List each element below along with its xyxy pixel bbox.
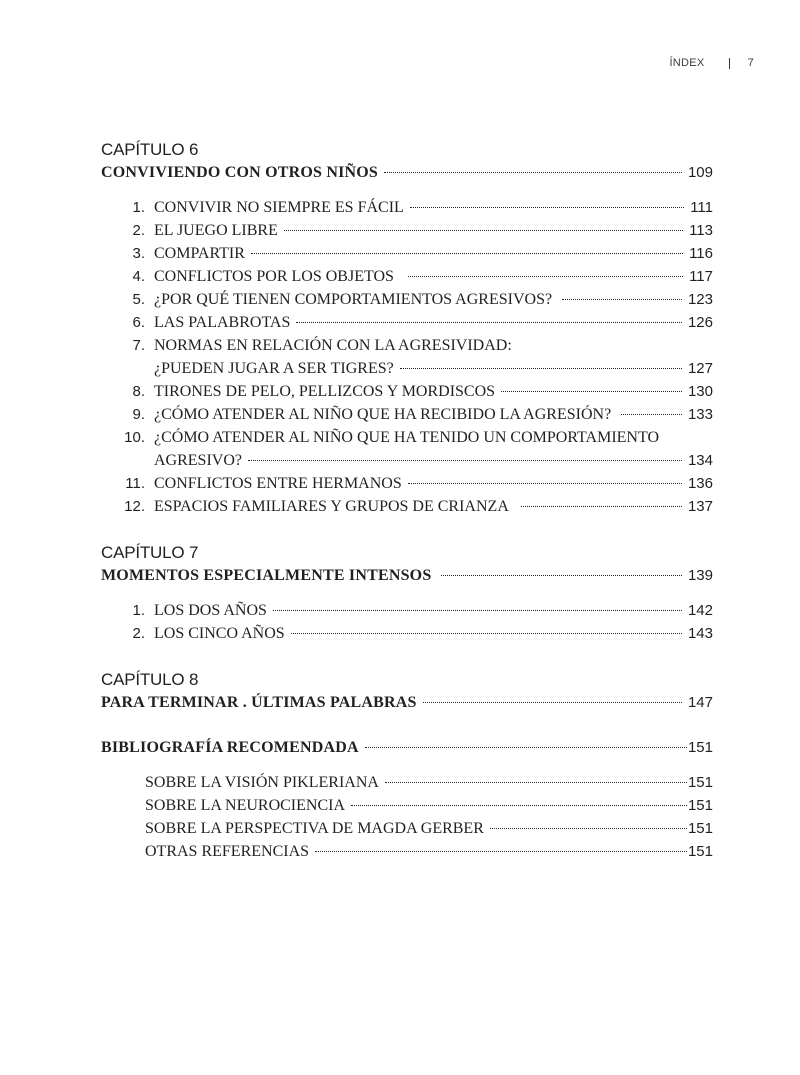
dot-leader — [384, 172, 682, 173]
page-ref: 137 — [687, 498, 713, 515]
toc-entry[interactable] — [101, 334, 713, 357]
page-ref: 113 — [689, 222, 713, 239]
dot-leader — [385, 782, 687, 783]
entry-title: LOS DOS AÑOS — [154, 602, 267, 619]
entry-title: SOBRE LA PERSPECTIVA DE MAGDA GERBER — [145, 820, 484, 837]
page-ref: 139 — [687, 567, 713, 584]
toc-entry[interactable] — [101, 288, 713, 311]
entry-number: 1. — [132, 199, 145, 216]
toc-entry[interactable] — [101, 495, 713, 518]
entry-title-continuation: AGRESIVO? — [154, 452, 242, 469]
entry-title: LAS PALABROTAS — [154, 314, 291, 331]
page-ref: 151 — [687, 797, 713, 814]
entry-title: SOBRE LA VISIÓN PIKLERIANA — [145, 774, 379, 791]
entry-number: 7. — [132, 337, 145, 354]
dot-leader — [291, 633, 682, 634]
entry-title: CONFLICTOS POR LOS OBJETOS — [154, 268, 394, 285]
entry-title: LOS CINCO AÑOS — [154, 625, 285, 642]
page-ref: 151 — [687, 774, 713, 791]
dot-leader — [251, 253, 683, 254]
entry-title: NORMAS EN RELACIÓN CON LA AGRESIVIDAD: — [154, 337, 512, 354]
entry-number: 1. — [132, 602, 145, 619]
chapter-label: CAPÍTULO 7 — [101, 543, 199, 562]
entry-title: COMPARTIR — [154, 245, 245, 262]
dot-leader — [441, 575, 682, 576]
entry-number: 6. — [132, 314, 145, 331]
toc-entry-continuation[interactable] — [101, 449, 713, 472]
entry-title: CONFLICTOS ENTRE HERMANOS — [154, 475, 402, 492]
entry-number: 11. — [125, 475, 145, 492]
running-head-divider — [729, 58, 730, 69]
toc-entry[interactable] — [101, 265, 713, 288]
entry-number: 10. — [124, 429, 145, 446]
dot-leader — [621, 414, 682, 415]
toc-entry[interactable] — [101, 380, 713, 403]
toc-entry[interactable] — [101, 426, 713, 449]
toc-entry[interactable] — [101, 403, 713, 426]
toc-entry[interactable] — [101, 242, 713, 265]
entry-title: EL JUEGO LIBRE — [154, 222, 278, 239]
page-ref: 116 — [689, 245, 713, 262]
dot-leader — [490, 828, 687, 829]
toc-entry[interactable] — [101, 219, 713, 242]
page-ref: 133 — [687, 406, 713, 423]
toc-entry[interactable] — [101, 311, 713, 334]
dot-leader — [501, 391, 682, 392]
dot-leader — [408, 276, 683, 277]
dot-leader — [365, 747, 687, 748]
page-ref: 134 — [687, 452, 713, 469]
entry-number: 2. — [132, 625, 145, 642]
entry-number: 3. — [132, 245, 145, 262]
toc-entry[interactable] — [101, 771, 713, 794]
toc-entry[interactable] — [101, 840, 713, 863]
toc-chapter-entry[interactable] — [101, 691, 713, 714]
chapter-title: MOMENTOS ESPECIALMENTE INTENSOS — [101, 567, 432, 584]
entry-number: 8. — [132, 383, 145, 400]
bibliography-title: BIBLIOGRAFÍA RECOMENDADA — [101, 739, 359, 756]
page-ref: 151 — [687, 820, 713, 837]
page-ref: 147 — [687, 694, 713, 711]
toc-chapter-entry[interactable] — [101, 161, 713, 184]
toc-entry[interactable] — [101, 622, 713, 645]
toc-chapter-entry[interactable] — [101, 564, 713, 587]
toc-entry[interactable] — [101, 196, 713, 219]
dot-leader — [408, 483, 682, 484]
entry-title-continuation: ¿PUEDEN JUGAR A SER TIGRES? — [154, 360, 394, 377]
entry-title: OTRAS REFERENCIAS — [145, 843, 310, 860]
entry-title: TIRONES DE PELO, PELLIZCOS Y MORDISCOS — [154, 383, 496, 400]
entry-number: 4. — [132, 268, 145, 285]
page-ref: 127 — [687, 360, 713, 377]
dot-leader — [248, 460, 682, 461]
toc-entry[interactable] — [101, 472, 713, 495]
page-ref: 151 — [687, 739, 713, 756]
dot-leader — [351, 805, 687, 806]
entry-number: 9. — [132, 406, 145, 423]
dot-leader — [284, 230, 683, 231]
entry-title: ¿CÓMO ATENDER AL NIÑO QUE HA TENIDO UN COMPORTAMIENTO — [154, 429, 660, 446]
dot-leader — [296, 322, 682, 323]
dot-leader — [521, 506, 682, 507]
entry-number: 12. — [124, 498, 145, 515]
page-ref: 130 — [687, 383, 713, 400]
chapter-title: CONVIVIENDO CON OTROS NIÑOS — [101, 164, 378, 181]
dot-leader — [423, 702, 682, 703]
dot-leader — [315, 851, 687, 852]
dot-leader — [562, 299, 682, 300]
page-ref: 126 — [687, 314, 713, 331]
entry-title: ¿CÓMO ATENDER AL NIÑO QUE HA RECIBIDO LA AGRESIÓN? — [154, 406, 612, 423]
entry-title: ESPACIOS FAMILIARES Y GRUPOS DE CRIANZA — [154, 498, 509, 515]
page-number: 7 — [747, 57, 754, 69]
entry-number: 2. — [132, 222, 145, 239]
chapter-label: CAPÍTULO 8 — [101, 670, 199, 689]
running-head — [669, 57, 754, 69]
entry-title: ¿POR QUÉ TIENEN COMPORTAMIENTOS AGRESIVOS? — [154, 291, 553, 308]
page-ref: 109 — [687, 164, 713, 181]
entry-title: SOBRE LA NEUROCIENCIA — [145, 797, 346, 814]
toc-entry[interactable] — [101, 794, 713, 817]
page-ref: 123 — [687, 291, 713, 308]
running-head-label: ÍNDEX — [669, 57, 705, 69]
page-ref: 111 — [690, 199, 713, 216]
dot-leader — [410, 207, 684, 208]
page-ref: 117 — [689, 268, 713, 285]
chapter-label: CAPÍTULO 6 — [101, 140, 199, 159]
toc-entry-continuation[interactable] — [101, 357, 713, 380]
toc-bibliography-entry[interactable] — [101, 736, 713, 759]
toc-entry[interactable] — [101, 599, 713, 622]
dot-leader — [273, 610, 682, 611]
table-of-contents — [101, 138, 713, 863]
dot-leader — [400, 368, 682, 369]
page-ref: 151 — [687, 843, 713, 860]
chapter-title: PARA TERMINAR . ÚLTIMAS PALABRAS — [101, 694, 417, 711]
page-ref: 142 — [687, 602, 713, 619]
entry-number: 5. — [132, 291, 145, 308]
page-ref: 136 — [687, 475, 713, 492]
entry-title: CONVIVIR NO SIEMPRE ES FÁCIL — [154, 199, 404, 216]
page-ref: 143 — [687, 625, 713, 642]
toc-entry[interactable] — [101, 817, 713, 840]
